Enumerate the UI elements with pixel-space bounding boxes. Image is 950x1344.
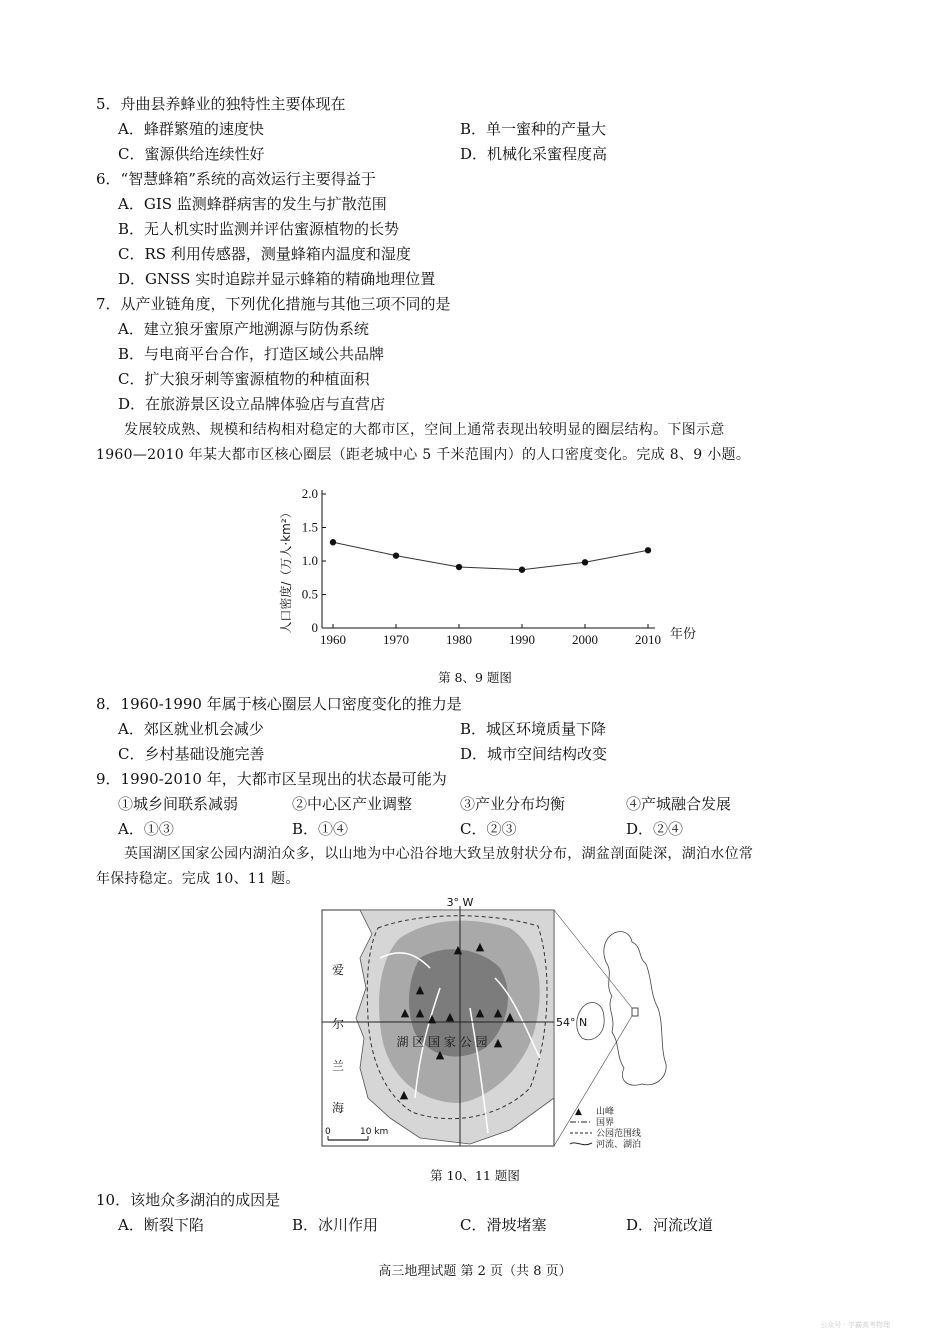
q10-option-c: C．滑坡堵塞 (460, 1216, 547, 1234)
q7-option-d: D．在旅游景区设立品牌体验店与直营店 (118, 395, 386, 413)
peak-icon: ▲ (493, 1006, 503, 1019)
peak-icon: ▲ (399, 1088, 409, 1101)
x-tick-label: 1970 (383, 632, 409, 647)
inset-connector (554, 1016, 632, 1146)
page-footer: 高三地理试题 第 2 页（共 8 页） (378, 1264, 572, 1279)
watermark: 公众号 · 学霸高考物理 (820, 1321, 890, 1329)
peak-icon: ▲ (427, 1012, 437, 1025)
q9-stem: 9．1990-2010 年，大都市区呈现出的状态最可能为 (96, 770, 447, 788)
figure-caption-8-9: 第 8、9 题图 (438, 670, 512, 685)
q8-option-a: A．郊区就业机会减少 (118, 720, 264, 738)
x-tick-label: 2010 (635, 632, 661, 647)
peak-icon: ▲ (475, 940, 485, 953)
legend-peak-icon: ▲ (575, 1107, 582, 1117)
x-tick-label: 1980 (446, 632, 472, 647)
data-point-1960 (330, 539, 336, 545)
x-tick-label: 1990 (509, 632, 535, 647)
y-tick-label: 0.5 (301, 586, 318, 602)
q9-statement-2: ②中心区产业调整 (292, 795, 413, 813)
peak-icon: ▲ (493, 1036, 503, 1049)
population-density-chart (270, 480, 710, 655)
q6-option-b: B．无人机实时监测并评估蜜源植物的长势 (118, 220, 400, 238)
q8-stem: 8．1960-1990 年属于核心圈层人口密度变化的推力是 (96, 695, 462, 713)
q10-option-b: B．冰川作用 (292, 1216, 379, 1234)
passage1-line2: 1960—2010 年某大都市区核心圈层（距老城中心 5 千米范围内）的人口密度变化。完成 8、9 小题。 (96, 447, 751, 463)
sea-label-char-1: 爱 (332, 963, 345, 977)
q7-stem: 7．从产业链角度，下列优化措施与其他三项不同的是 (96, 295, 451, 313)
x-tick-label: 2000 (572, 632, 598, 647)
passage2-line1: 英国湖区国家公园内湖泊众多，以山地为中心沿谷地大致呈放射状分布，湖盆剖面陡深，湖泊水位常 (124, 846, 754, 862)
peak-icon: ▲ (435, 1048, 445, 1061)
peak-icon: ▲ (415, 1006, 425, 1019)
peak-icon: ▲ (445, 1010, 455, 1023)
data-point-2000 (582, 559, 588, 565)
q8-option-c: C．乡村基础设施完善 (118, 745, 265, 763)
y-tick-label: 0 (311, 620, 318, 635)
q9-option-b: B．①④ (292, 820, 349, 838)
latitude-label: 54° N (556, 1016, 588, 1029)
chart-xlabel: 年份 (670, 626, 697, 641)
data-point-1980 (456, 564, 462, 570)
q7-option-b: B．与电商平台合作，打造区域公共品牌 (118, 345, 385, 363)
density-series-line (333, 542, 648, 570)
peak-icon: ▲ (453, 943, 463, 956)
sea-label-char-3: 兰 (332, 1059, 345, 1073)
q8-option-b: B．城区环境质量下降 (460, 720, 607, 738)
longitude-label: 3° W (446, 898, 474, 909)
q9-statement-1: ①城乡间联系减弱 (118, 795, 239, 813)
q9-option-c: C．②③ (460, 820, 517, 838)
inset-location-box (632, 1008, 638, 1016)
inset-connector (554, 910, 632, 1008)
q5-option-b: B．单一蜜种的产量大 (460, 120, 607, 138)
q6-stem: 6．“智慧蜂箱”系统的高效运行主要得益于 (96, 170, 376, 188)
q7-option-c: C．扩大狼牙刺等蜜源植物的种植面积 (118, 370, 370, 388)
legend-peak-label: 山峰 (596, 1107, 615, 1117)
peak-icon: ▲ (475, 1006, 485, 1019)
q6-option-c: C．RS 利用传感器，测量蜂箱内温度和湿度 (118, 245, 411, 263)
q8-option-d: D．城市空间结构改变 (460, 745, 608, 763)
q5-stem: 5．舟曲县养蜂业的独特性主要体现在 (96, 95, 346, 113)
passage1-line1: 发展较成熟、规模和结构相对稳定的大都市区，空间上通常表现出较明显的圈层结构。下图示意 (124, 422, 725, 438)
legend-border-label: 国界 (596, 1118, 615, 1128)
figure-caption-10-11: 第 10、11 题图 (430, 1168, 520, 1183)
y-tick-label: 2.0 (301, 486, 318, 501)
sea-label-char-2: 尔 (332, 1017, 345, 1031)
q10-option-d: D．河流改道 (626, 1216, 714, 1234)
y-tick-label: 1.0 (301, 553, 318, 568)
chart-ylabel: 人口密度/（万人·km²） (279, 506, 293, 634)
data-point-1970 (393, 552, 399, 558)
inset-britain-map (604, 932, 666, 1086)
park-name-label: 湖 区 国 家 公 园 (396, 1035, 488, 1049)
q9-option-d: D．②④ (626, 820, 684, 838)
legend-rivers-lakes-label: 河流、湖泊 (596, 1140, 642, 1148)
legend-river-symbol (570, 1143, 592, 1145)
x-tick-label: 1960 (320, 632, 346, 647)
sea-label-char-4: 海 (332, 1101, 345, 1115)
peak-icon: ▲ (400, 1006, 410, 1019)
q7-option-a: A．建立狼牙蜜原产地溯源与防伪系统 (118, 320, 369, 338)
scale-zero-label: 0 (325, 1127, 331, 1137)
peak-icon: ▲ (415, 983, 425, 996)
q9-option-a: A．①③ (118, 820, 174, 838)
legend-park-boundary-label: 公园范围线 (596, 1129, 642, 1139)
scale-distance-label: 10 km (360, 1127, 389, 1137)
passage2-line2: 年保持稳定。完成 10、11 题。 (96, 871, 300, 887)
q10-stem: 10．该地众多湖泊的成因是 (96, 1191, 281, 1209)
q10-option-a: A．断裂下陷 (118, 1216, 204, 1234)
q6-option-d: D．GNSS 实时追踪并显示蜂箱的精确地理位置 (118, 270, 436, 288)
q6-option-a: A．GIS 监测蜂群病害的发生与扩散范围 (118, 195, 387, 213)
data-point-1990 (519, 567, 525, 573)
q9-statement-3: ③产业分布均衡 (460, 795, 566, 813)
peak-icon: ▲ (505, 1010, 515, 1023)
q5-option-a: A．蜂群繁殖的速度快 (118, 120, 264, 138)
q5-option-d: D．机械化采蜜程度高 (460, 145, 608, 163)
q5-option-c: C．蜜源供给连续性好 (118, 145, 265, 163)
data-point-2010 (645, 547, 651, 553)
lake-district-map (320, 898, 670, 1148)
y-tick-label: 1.5 (301, 519, 318, 535)
q9-statement-4: ④产城融合发展 (626, 795, 732, 813)
